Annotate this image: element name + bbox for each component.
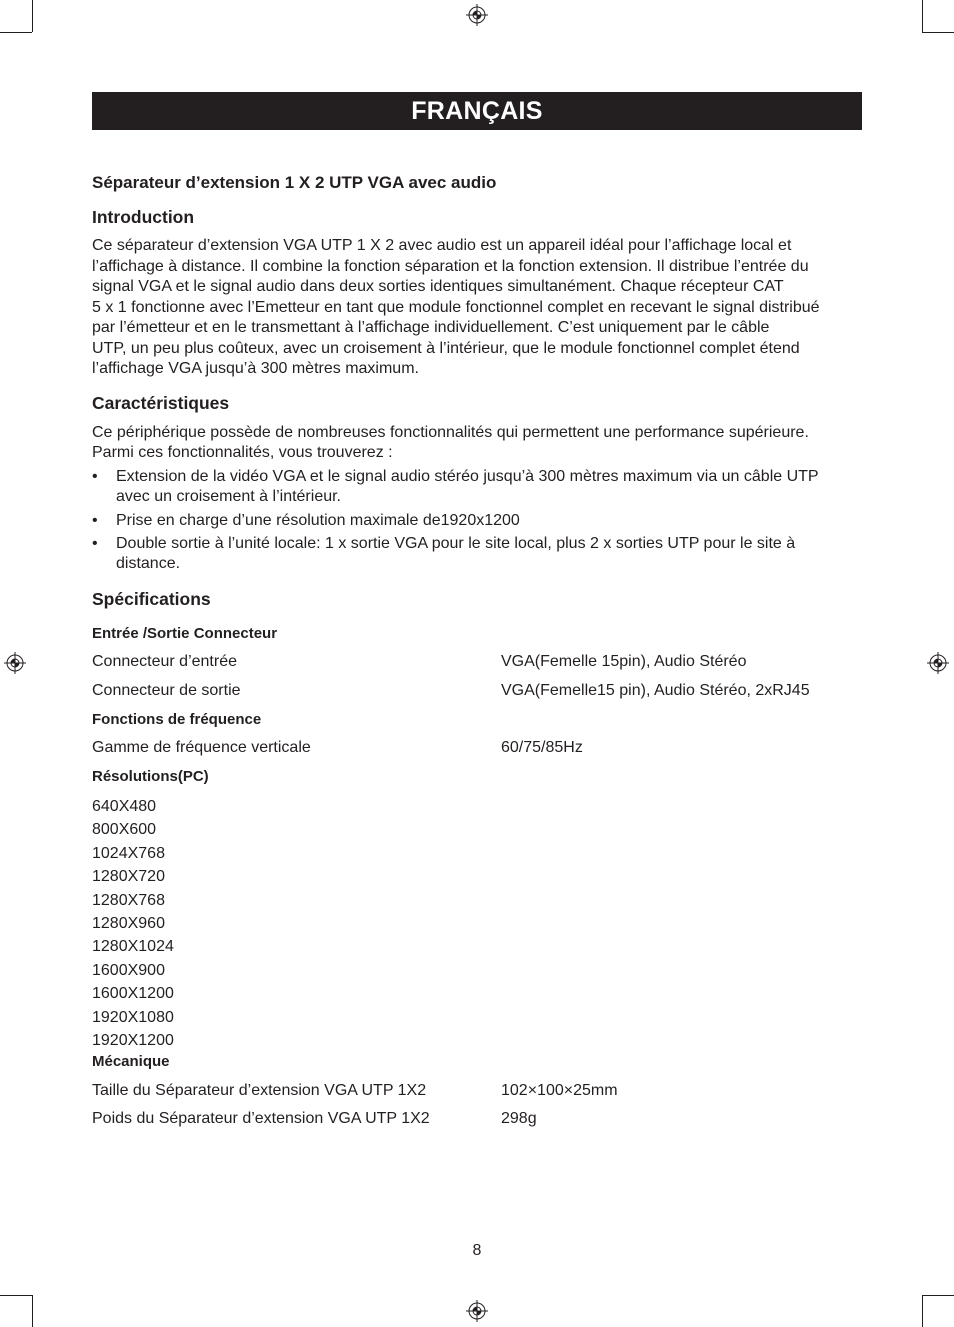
spec-value: VGA(Femelle15 pin), Audio Stéréo, 2xRJ45 <box>501 682 810 699</box>
document-title: Séparateur d’extension 1 X 2 UTP VGA avec audio <box>92 173 497 192</box>
crop-mark-bottom-right-vertical <box>922 1295 923 1327</box>
spec-label: Gamme de fréquence verticale <box>92 739 311 756</box>
resolution-item: 1280X768 <box>92 891 165 909</box>
frequency-subheading: Fonctions de fréquence <box>92 711 262 728</box>
spec-value: 60/75/85Hz <box>501 739 583 756</box>
crop-mark-top-right-vertical <box>922 0 923 32</box>
registration-mark-icon <box>4 652 26 674</box>
crop-mark-top-left-vertical <box>32 0 33 32</box>
resolution-item: 1600X900 <box>92 961 165 979</box>
spec-label: Connecteur d’entrée <box>92 653 237 670</box>
spec-label: Connecteur de sortie <box>92 682 241 699</box>
bullet-line: • Extension de la vidéo VGA et le signal audio stéréo jusqu’à 300 mètres maximum via un câble UTP <box>116 468 819 485</box>
paragraph-line: signal VGA et le signal audio dans deux sorties identiques simultanément. Chaque récepteur CAT <box>92 278 784 295</box>
connectors-subheading: Entrée /Sortie Connecteur <box>92 625 278 642</box>
resolution-item: 1920X1080 <box>92 1008 174 1026</box>
registration-mark-icon <box>466 1300 488 1322</box>
bullet-line: avec un croisement à l’intérieur. <box>116 488 341 505</box>
introduction-paragraph <box>92 236 820 380</box>
registration-mark-icon <box>927 652 949 674</box>
page-number: 8 <box>472 1242 482 1259</box>
resolution-item: 640X480 <box>92 798 157 815</box>
features-heading: Caractéristiques <box>92 393 230 413</box>
resolution-item: 1024X768 <box>92 844 165 862</box>
specifications-heading: Spécifications <box>92 589 211 609</box>
resolution-item: 1920X1200 <box>92 1031 174 1049</box>
resolution-item: 1280X720 <box>92 868 165 886</box>
resolutions-list <box>92 795 174 1052</box>
paragraph-line: UTP, un peu plus coûteux, avec un croisement à l’intérieur, que le module fonctionnel complet étend <box>92 339 800 357</box>
resolution-item: 1280X960 <box>92 914 165 932</box>
spec-label: Poids du Séparateur d’extension VGA UTP 1X2 <box>92 1110 430 1127</box>
crop-mark-bottom-left-horizontal <box>0 1295 32 1296</box>
resolution-item: 800X600 <box>92 821 157 839</box>
language-header: FRANÇAIS <box>92 92 862 130</box>
bullet-line: distance. <box>116 555 181 572</box>
spec-value: VGA(Femelle 15pin), Audio Stéréo <box>501 653 747 670</box>
introduction-heading: Introduction <box>92 207 195 227</box>
paragraph-line: Parmi ces fonctionnalités, vous trouverez : <box>92 444 393 461</box>
bullet-line: • Prise en charge d’une résolution maximale de1920x1200 <box>116 512 520 529</box>
resolution-item: 1600X1200 <box>92 985 174 1003</box>
paragraph-line: Ce séparateur d’extension VGA UTP 1 X 2 avec audio est un appareil idéal pour l’affichage local et <box>92 237 792 254</box>
mechanical-subheading: Mécanique <box>92 1053 170 1070</box>
feature-bullet-item <box>116 511 520 531</box>
registration-mark-icon <box>466 4 488 26</box>
paragraph-line: 5 x 1 fonctionne avec l’Emetteur en tant que module fonctionnel complet en recevant le signal distribué <box>92 298 820 316</box>
paragraph-line: l’affichage VGA jusqu’à 300 mètres maximum. <box>92 360 419 377</box>
paragraph-line: Ce périphérique possède de nombreuses fonctionnalités qui permettent une performance supérieure. <box>92 424 809 441</box>
bullet-line: • Double sortie à l’unité locale: 1 x sortie VGA pour le site local, plus 2 x sorties UTP pour le site à <box>116 535 796 552</box>
spec-value: 102×100×25mm <box>501 1082 618 1099</box>
resolutions-subheading: Résolutions(PC) <box>92 768 209 785</box>
paragraph-line: par l’émetteur et en le transmettant à l’affichage individuellement. C’est uniquement par le câble <box>92 319 770 336</box>
spec-value: 298g <box>501 1110 537 1127</box>
crop-mark-top-left-horizontal <box>0 32 32 33</box>
crop-mark-top-right-horizontal <box>922 32 954 33</box>
feature-bullet-item <box>116 467 819 507</box>
features-intro-paragraph <box>92 423 809 463</box>
resolution-item: 1280X1024 <box>92 938 174 956</box>
paragraph-line: l’affichage à distance. Il combine la fonction séparation et la fonction extension. Il distribue l’entrée du <box>92 257 809 275</box>
crop-mark-bottom-right-horizontal <box>922 1295 954 1296</box>
spec-label: Taille du Séparateur d’extension VGA UTP 1X2 <box>92 1082 427 1099</box>
feature-bullet-item <box>116 534 795 574</box>
crop-mark-bottom-left-vertical <box>32 1295 33 1327</box>
